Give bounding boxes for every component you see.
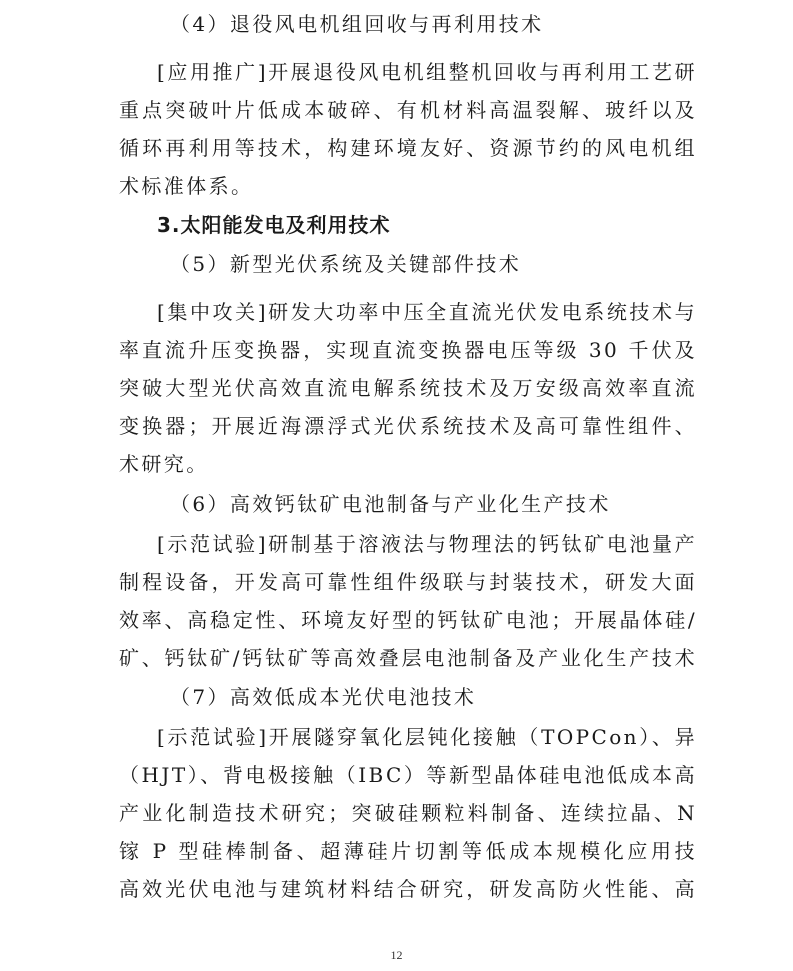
paragraph-line: （HJT）、背电极接触（IBC）等新型晶体硅电池低成本高	[119, 763, 697, 787]
paragraph-line: 重点突破叶片低成本破碎、有机材料高温裂解、玻纤以及	[119, 98, 697, 122]
section-title-6: （6）高效钙钛矿电池制备与产业化生产技术	[170, 492, 611, 516]
paragraph-line: [集中攻关]研发大功率中压全直流光伏发电系统技术与	[157, 300, 697, 324]
section-title-7: （7）高效低成本光伏电池技术	[170, 685, 477, 709]
paragraph-line: [应用推广]开展退役风电机组整机回收与再利用工艺研	[157, 60, 697, 84]
paragraph-line: 突破大型光伏高效直流电解系统技术及万安级高效率直流	[119, 376, 697, 400]
paragraph-line: 高效光伏电池与建筑材料结合研究，研发高防火性能、高	[119, 877, 697, 901]
paragraph-line: [示范试验]开展隧穿氧化层钝化接触（TOPCon）、异	[157, 725, 697, 749]
page-number: 12	[390, 948, 403, 962]
paragraph-line: 循环再利用等技术，构建环境友好、资源节约的风电机组	[119, 136, 697, 160]
section-title-4: （4）退役风电机组回收与再利用技术	[170, 12, 544, 36]
paragraph-line: 术标准体系。	[119, 174, 254, 198]
paragraph-line: 率直流升压变换器，实现直流变换器电压等级 30 千伏及	[119, 338, 697, 362]
paragraph-line: 效率、高稳定性、环境友好型的钙钛矿电池；开展晶体硅/	[119, 608, 697, 632]
paragraph-line: [示范试验]研制基于溶液法与物理法的钙钛矿电池量产	[157, 532, 697, 556]
section-title-5: （5）新型光伏系统及关键部件技术	[170, 252, 522, 276]
paragraph-line: 术研究。	[119, 452, 209, 476]
paragraph-line: 矿、钙钛矿/钙钛矿等高效叠层电池制备及产业化生产技术	[119, 646, 697, 670]
section-heading-3: 3.太阳能发电及利用技术	[157, 213, 391, 237]
paragraph-line: 产业化制造技术研究；突破硅颗粒料制备、连续拉晶、N	[119, 801, 697, 825]
paragraph-line: 变换器；开展近海漂浮式光伏系统技术及高可靠性组件、	[119, 414, 697, 438]
paragraph-line: 镓 P 型硅棒制备、超薄硅片切割等低成本规模化应用技	[119, 839, 697, 863]
paragraph-line: 制程设备，开发高可靠性组件级联与封装技术，研发大面	[119, 570, 697, 594]
